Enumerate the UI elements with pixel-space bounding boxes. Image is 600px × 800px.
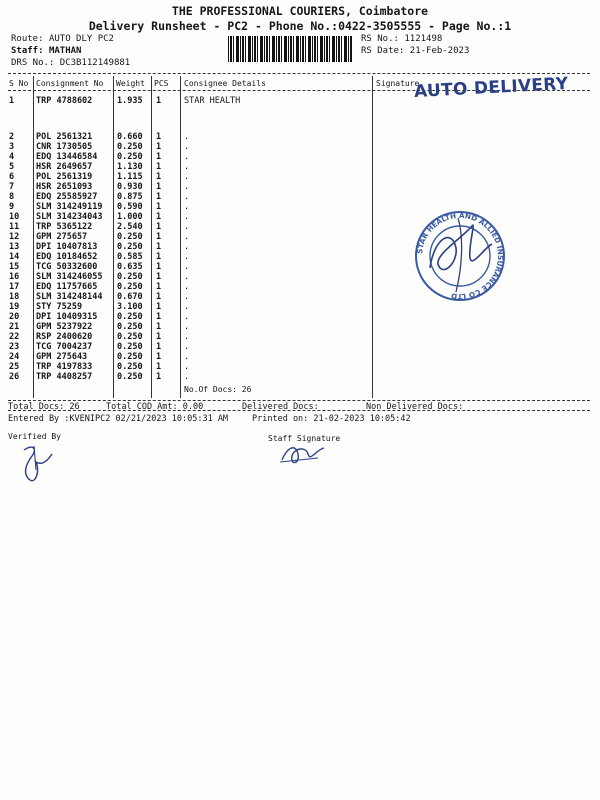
row-weight: 0.250 <box>117 242 143 252</box>
row-consignee: STAR HEALTH <box>184 96 241 106</box>
table-row <box>0 372 600 382</box>
no-of-docs: No.Of Docs: 26 <box>184 385 252 394</box>
table-row <box>0 302 600 312</box>
staff-line <box>11 46 81 56</box>
row-pcs: 1 <box>156 212 162 222</box>
staff-signature-label: Staff Signature <box>268 434 341 443</box>
row-pcs: 1 <box>156 232 162 242</box>
table-row <box>0 242 600 252</box>
table-row <box>0 322 600 332</box>
row-weight: 0.670 <box>117 292 143 302</box>
row-sno: 26 <box>9 372 20 382</box>
staff-label: Staff: <box>11 46 44 56</box>
row-consignee: . <box>184 132 190 142</box>
row-weight: 3.100 <box>117 302 143 312</box>
row-consignee: . <box>184 322 190 332</box>
row-sno: 16 <box>9 272 20 282</box>
row-consignment: STY 75259 <box>36 302 83 312</box>
row-pcs: 1 <box>156 162 162 172</box>
delivered-docs: Delivered Docs: <box>242 402 319 412</box>
row-consignment: POL 2561321 <box>36 132 93 142</box>
row-sno: 17 <box>9 282 20 292</box>
barcode <box>228 36 352 62</box>
row-consignment: SLM 314248144 <box>36 292 103 302</box>
row-consignee: . <box>184 302 190 312</box>
row-consignee: . <box>184 372 190 382</box>
table-row <box>0 202 600 212</box>
row-consignment: DPI 10409315 <box>36 312 98 322</box>
runsheet-title: Delivery Runsheet - PC2 - Phone No.:0422-3505555 - Page No.:1 <box>88 19 512 33</box>
row-sno: 7 <box>9 182 15 192</box>
row-pcs: 1 <box>156 352 162 362</box>
verified-by-label: Verified By <box>8 432 61 441</box>
entered-by: Entered By :KVENIPC2 02/21/2023 10:05:31 AM <box>8 414 229 424</box>
route-label: Route: <box>11 34 44 44</box>
row-sno: 14 <box>9 252 20 262</box>
col-header-consignment: Consignment No <box>36 79 104 88</box>
row-consignment: SLM 314249119 <box>36 202 103 212</box>
row-pcs: 1 <box>156 302 162 312</box>
row-consignment: GPM 275657 <box>36 232 88 242</box>
row-weight: 0.250 <box>117 352 143 362</box>
row-weight: 0.250 <box>117 312 143 322</box>
row-weight: 2.540 <box>117 222 143 232</box>
staff-value: MATHAN <box>48 46 82 56</box>
row-sno: 1 <box>9 96 15 106</box>
staff-signature-icon <box>278 440 328 468</box>
row-sno: 8 <box>9 192 15 202</box>
row-sno: 21 <box>9 322 20 332</box>
row-consignee: . <box>184 242 190 252</box>
row-sno: 5 <box>9 162 15 172</box>
row-sno: 10 <box>9 212 20 222</box>
company-seal-icon <box>412 208 508 304</box>
row-consignee: . <box>184 282 190 292</box>
table-row <box>0 332 600 342</box>
row-pcs: 1 <box>156 96 162 106</box>
row-pcs: 1 <box>156 192 162 202</box>
table-row <box>0 162 600 172</box>
printed-on: Printed on: 21-02-2023 10:05:42 <box>252 414 411 424</box>
auto-delivery-stamp: AUTO DELIVERY <box>413 73 569 103</box>
row-weight: 1.115 <box>117 172 143 182</box>
row-weight: 0.250 <box>117 282 143 292</box>
row-pcs: 1 <box>156 182 162 192</box>
row-consignee: . <box>184 262 190 272</box>
row-sno: 3 <box>9 142 15 152</box>
table-row <box>0 172 600 182</box>
rs-date-value: 21-Feb-2023 <box>409 46 470 56</box>
table-row <box>0 352 600 362</box>
row-consignee: . <box>184 272 190 282</box>
table-row <box>0 272 600 282</box>
row-consignment: TRP 5365122 <box>36 222 93 232</box>
row-pcs: 1 <box>156 362 162 372</box>
seal-text: STAR HEALTH AND ALLIED INSURANCE CO LTD <box>415 210 506 302</box>
table-row <box>0 232 600 242</box>
row-pcs: 1 <box>156 342 162 352</box>
row-consignee: . <box>184 212 190 222</box>
row-sno: 11 <box>9 222 20 232</box>
row-sno: 22 <box>9 332 20 342</box>
row-consignee: . <box>184 362 190 372</box>
row-sno: 20 <box>9 312 20 322</box>
row-consignee: . <box>184 182 190 192</box>
row-consignment: TCG 50332600 <box>36 262 98 272</box>
row-consignee: . <box>184 222 190 232</box>
row-weight: 0.250 <box>117 152 143 162</box>
table-row <box>0 252 600 262</box>
col-header-consignee: Consignee Details <box>184 79 266 88</box>
row-consignment: SLM 314246055 <box>36 272 103 282</box>
row-pcs: 1 <box>156 282 162 292</box>
row-consignment: TRP 4408257 <box>36 372 93 382</box>
row-consignment: RSP 2400620 <box>36 332 93 342</box>
row-pcs: 1 <box>156 322 162 332</box>
row-consignee: . <box>184 172 190 182</box>
row-consignment: EDQ 11757665 <box>36 282 98 292</box>
row-consignment: EDQ 25585927 <box>36 192 98 202</box>
row-pcs: 1 <box>156 252 162 262</box>
row-consignee: . <box>184 152 190 162</box>
row-consignee: . <box>184 162 190 172</box>
row-pcs: 1 <box>156 272 162 282</box>
row-pcs: 1 <box>156 132 162 142</box>
rs-date-label: RS Date: <box>361 46 405 56</box>
row-pcs: 1 <box>156 222 162 232</box>
row-sno: 25 <box>9 362 20 372</box>
row-sno: 13 <box>9 242 20 252</box>
row-pcs: 1 <box>156 142 162 152</box>
row-pcs: 1 <box>156 262 162 272</box>
row-consignment: TCG 7004237 <box>36 342 93 352</box>
row-weight: 0.250 <box>117 362 143 372</box>
table-row <box>0 222 600 232</box>
rs-no-label: RS No.: <box>361 34 399 44</box>
row-sno: 19 <box>9 302 20 312</box>
row-pcs: 1 <box>156 372 162 382</box>
row-pcs: 1 <box>156 292 162 302</box>
row-sno: 6 <box>9 172 15 182</box>
rs-no-value: 1121498 <box>404 34 443 44</box>
rs-no-line <box>361 34 442 44</box>
row-weight: 1.000 <box>117 212 143 222</box>
row-weight: 0.585 <box>117 252 143 262</box>
row-consignee: . <box>184 252 190 262</box>
row-consignment: TRP 4788602 <box>36 96 93 106</box>
table-row <box>0 192 600 202</box>
col-header-signature: Signature <box>376 79 420 88</box>
row-weight: 0.635 <box>117 262 143 272</box>
row-weight: 0.250 <box>117 232 143 242</box>
company-title: THE PROFESSIONAL COURIERS, Coimbatore <box>171 4 429 18</box>
route-value: AUTO DLY PC2 <box>48 34 114 44</box>
row-pcs: 1 <box>156 312 162 322</box>
row-weight: 0.250 <box>117 142 143 152</box>
table-row <box>0 132 600 142</box>
drs-value: DC3B112149881 <box>59 58 131 68</box>
table-row <box>0 182 600 192</box>
col-header-sno: S No <box>9 79 29 88</box>
row-sno: 24 <box>9 352 20 362</box>
row-consignment: TRP 4197833 <box>36 362 93 372</box>
row-weight: 1.130 <box>117 162 143 172</box>
row-sno: 2 <box>9 132 15 142</box>
table-top-rule <box>8 73 590 74</box>
table-row <box>0 282 600 292</box>
table-row <box>0 342 600 352</box>
row-consignee: . <box>184 232 190 242</box>
col-header-weight: Weight <box>116 79 145 88</box>
table-row <box>0 152 600 162</box>
row-pcs: 1 <box>156 152 162 162</box>
row-consignee: . <box>184 342 190 352</box>
row-weight: 0.930 <box>117 182 143 192</box>
row-consignee: . <box>184 192 190 202</box>
row-weight: 0.250 <box>117 372 143 382</box>
row-consignment: POL 2561319 <box>36 172 93 182</box>
row-consignee: . <box>184 312 190 322</box>
table-row <box>0 212 600 222</box>
row-consignment: EDQ 10184652 <box>36 252 98 262</box>
row-pcs: 1 <box>156 172 162 182</box>
row-consignee: . <box>184 202 190 212</box>
table-row <box>0 292 600 302</box>
rs-date-line <box>361 46 469 56</box>
row-sno: 9 <box>9 202 15 212</box>
row-consignment: CNR 1730505 <box>36 142 93 152</box>
verified-signature-icon <box>18 440 58 486</box>
row-weight: 0.250 <box>117 322 143 332</box>
row-sno: 15 <box>9 262 20 272</box>
row-consignee: . <box>184 292 190 302</box>
row-consignment: EDQ 13446584 <box>36 152 98 162</box>
total-cod-amount: Total COD Amt: 0.00 <box>106 402 204 412</box>
col-header-pcs: PCS <box>154 79 169 88</box>
row-weight: 0.250 <box>117 332 143 342</box>
row-consignee: . <box>184 352 190 362</box>
row-consignment: GPM 5237922 <box>36 322 93 332</box>
row-consignment: DPI 10407813 <box>36 242 98 252</box>
row-consignment: HSR 2649657 <box>36 162 93 172</box>
row-pcs: 1 <box>156 242 162 252</box>
row-consignee: . <box>184 142 190 152</box>
row-consignee: . <box>184 332 190 342</box>
table-row <box>0 142 600 152</box>
row-weight: 0.590 <box>117 202 143 212</box>
table-row <box>0 312 600 322</box>
row-weight: 0.250 <box>117 342 143 352</box>
table-row <box>0 96 600 106</box>
drs-label: DRS No.: <box>11 58 55 68</box>
row-weight: 0.875 <box>117 192 143 202</box>
row-consignment: GPM 275643 <box>36 352 88 362</box>
total-docs: Total Docs: 26 <box>8 402 80 412</box>
row-weight: 1.935 <box>117 96 143 106</box>
route-line <box>11 34 114 44</box>
non-delivered-docs: Non Delivered Docs: <box>366 402 464 412</box>
row-weight: 0.660 <box>117 132 143 142</box>
table-row <box>0 362 600 372</box>
row-pcs: 1 <box>156 202 162 212</box>
row-sno: 12 <box>9 232 20 242</box>
row-consignment: SLM 314234043 <box>36 212 103 222</box>
row-sno: 18 <box>9 292 20 302</box>
row-consignment: HSR 2651093 <box>36 182 93 192</box>
row-sno: 4 <box>9 152 15 162</box>
row-weight: 0.250 <box>117 272 143 282</box>
row-sno: 23 <box>9 342 20 352</box>
table-bottom-rule <box>8 400 590 401</box>
drs-line <box>11 58 130 68</box>
row-pcs: 1 <box>156 332 162 342</box>
table-row <box>0 262 600 272</box>
